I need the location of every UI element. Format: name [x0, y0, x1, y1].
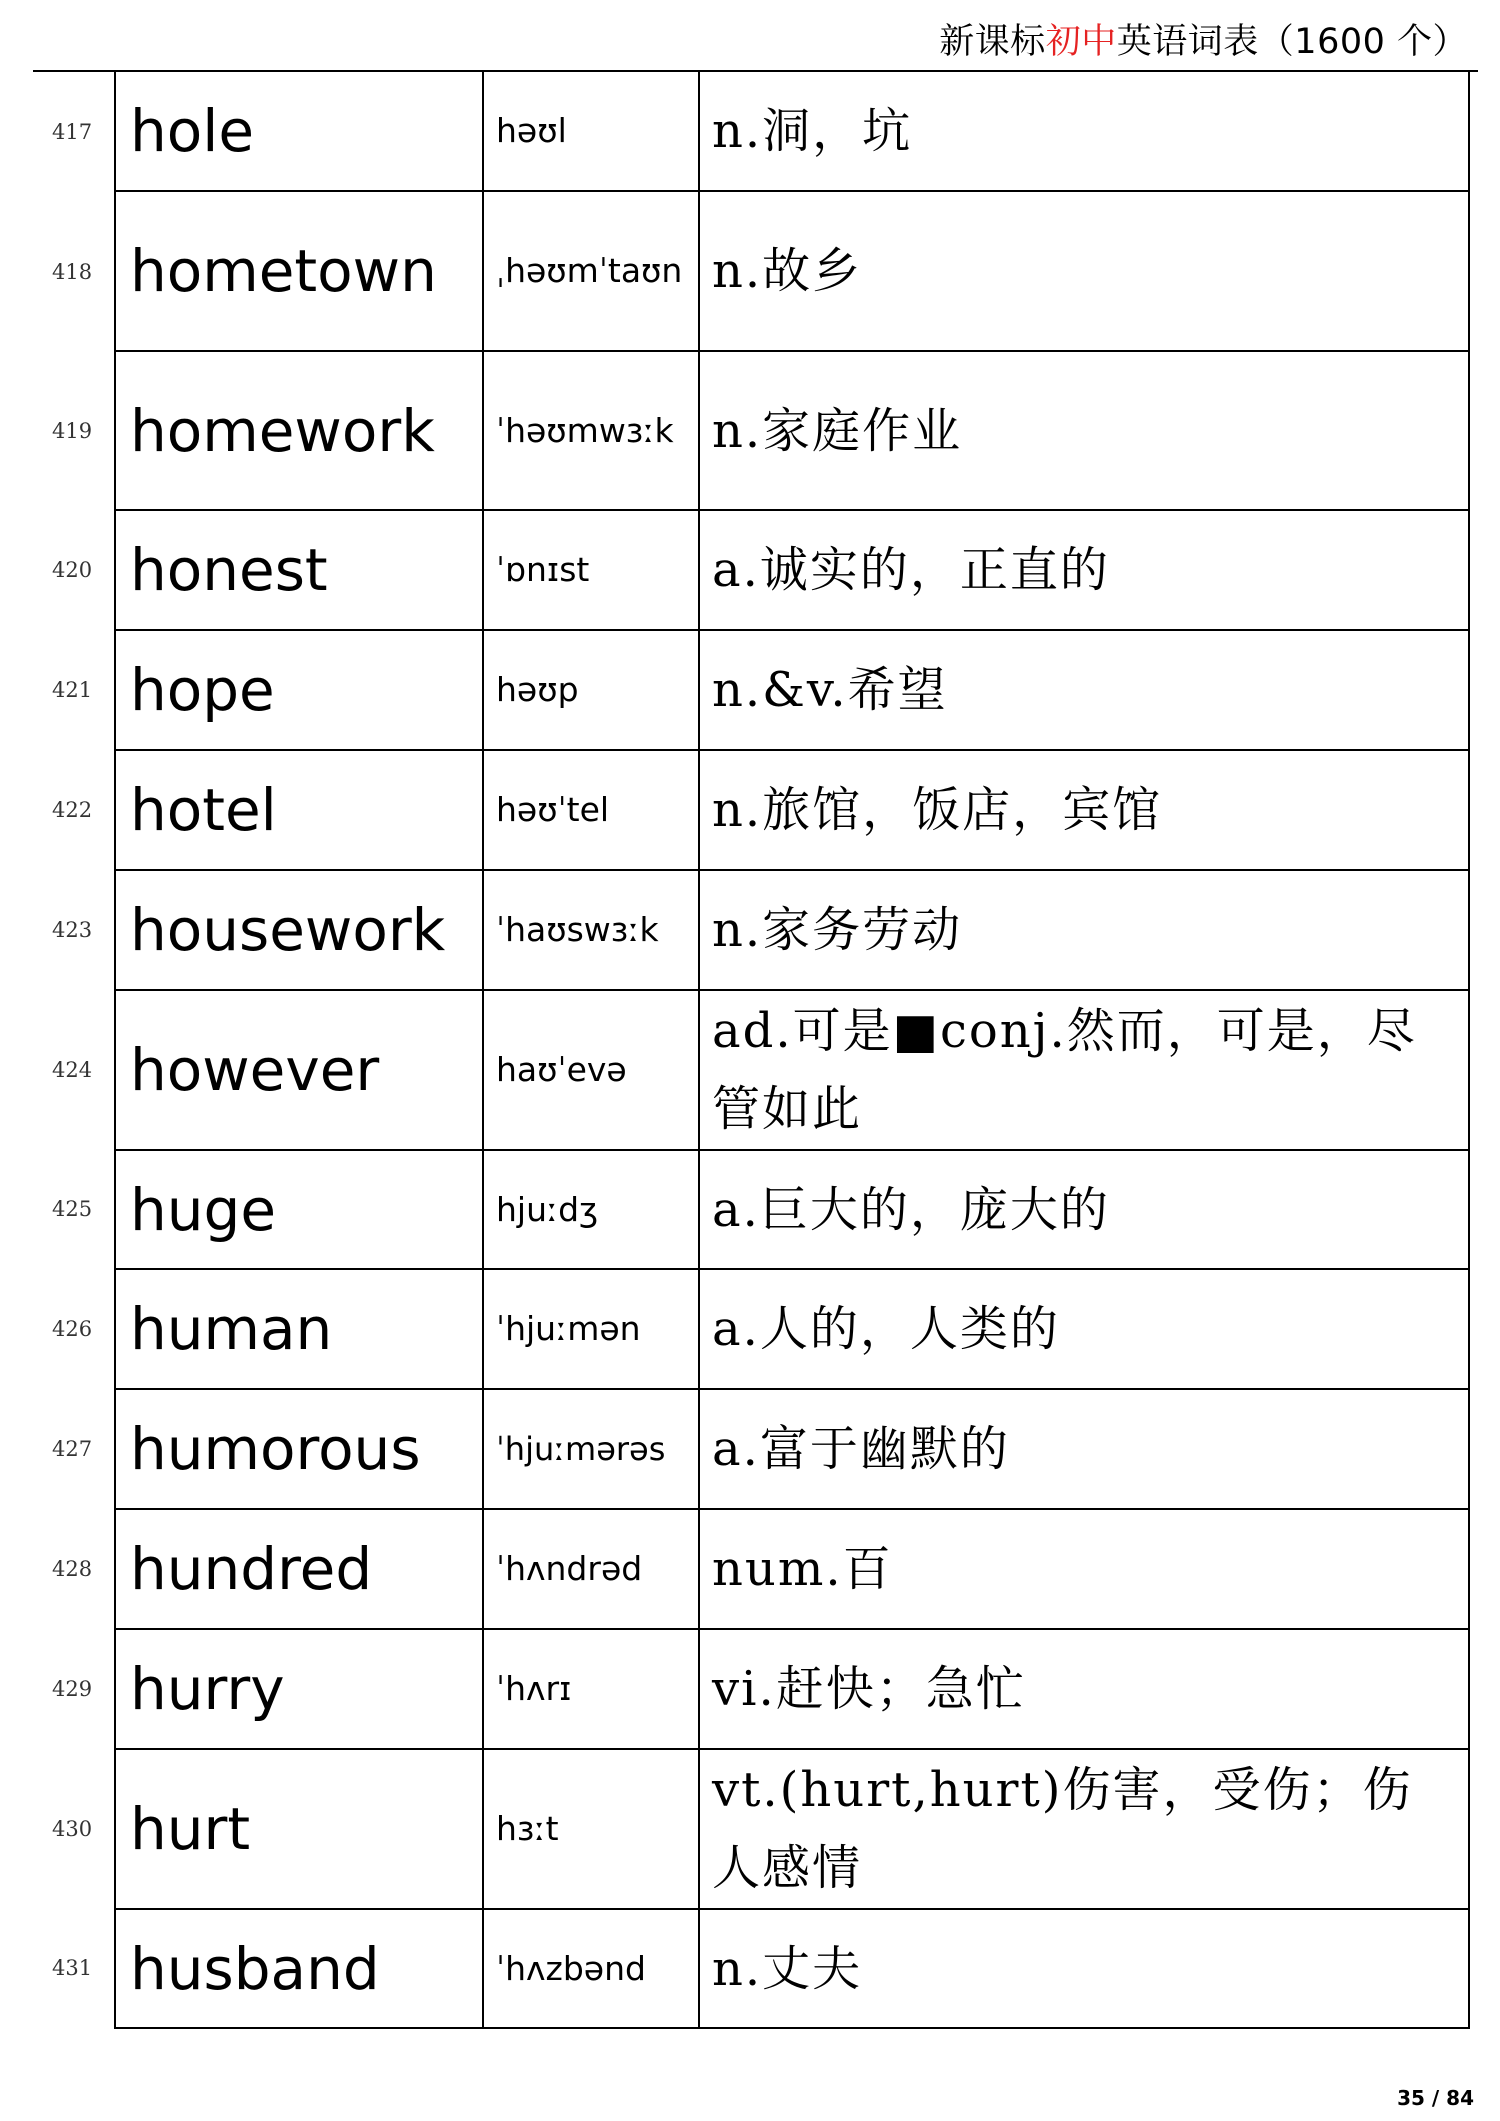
- meaning-text: vi.赶快；急忙: [712, 1661, 1026, 1717]
- meaning-cell: [699, 1629, 1469, 1749]
- word-text: hotel: [130, 776, 277, 844]
- row-number: 428: [52, 1557, 93, 1581]
- meaning-cell: [699, 1150, 1469, 1269]
- meaning-text: a.诚实的，正直的: [712, 542, 1110, 598]
- table-row: [115, 630, 1469, 750]
- meaning-text: n.故乡: [712, 243, 863, 299]
- word-cell: [115, 750, 483, 870]
- row-number: 417: [52, 120, 93, 144]
- meaning-cell: [699, 351, 1469, 510]
- row-number: 430: [52, 1817, 93, 1841]
- word-text: hurry: [130, 1655, 285, 1723]
- phonetic-cell: [483, 1749, 699, 1909]
- word-cell: [115, 1150, 483, 1269]
- meaning-cell: [699, 1749, 1469, 1909]
- word-text: homework: [130, 396, 435, 465]
- meaning-cell: [699, 1269, 1469, 1389]
- word-text: hole: [130, 97, 255, 165]
- word-cell: [115, 1269, 483, 1389]
- row-number: 418: [52, 260, 93, 284]
- phonetic-text: ˈhaʊswɜːk: [496, 910, 659, 949]
- phonetic-cell: [483, 1509, 699, 1629]
- meaning-cell: [699, 71, 1469, 191]
- row-number: 424: [52, 1058, 93, 1082]
- word-cell: [115, 351, 483, 510]
- row-number: 421: [52, 678, 93, 702]
- word-text: hurt: [130, 1795, 251, 1863]
- phonetic-cell: [483, 1389, 699, 1509]
- word-cell: [115, 630, 483, 750]
- table-row: [115, 1150, 1469, 1269]
- phonetic-cell: [483, 1269, 699, 1389]
- phonetic-text: həʊˈtel: [496, 790, 610, 829]
- word-text: huge: [130, 1175, 277, 1244]
- word-text: human: [130, 1295, 333, 1363]
- row-number: 427: [52, 1437, 93, 1461]
- phonetic-text: ˌhəʊmˈtaʊn: [496, 251, 683, 290]
- word-cell: [115, 870, 483, 990]
- word-cell: [115, 1749, 483, 1909]
- word-cell: [115, 1389, 483, 1509]
- phonetic-text: ˈhjuːmərəs: [496, 1430, 666, 1468]
- meaning-text: n.洞，坑: [712, 103, 913, 159]
- phonetic-text: həʊp: [496, 670, 579, 709]
- vocabulary-table: [114, 70, 1470, 2029]
- meaning-text: a.巨大的，庞大的: [712, 1181, 1110, 1238]
- phonetic-text: hɜːt: [496, 1809, 559, 1848]
- meaning-text: n.家务劳动: [712, 902, 963, 958]
- table-row: [115, 71, 1469, 191]
- meaning-text: a.人的，人类的: [712, 1301, 1060, 1357]
- meaning-cell: [699, 1389, 1469, 1509]
- table-row: [115, 1909, 1469, 2028]
- page-header: [33, 0, 1478, 72]
- table-row: [115, 1749, 1469, 1909]
- row-number: 420: [52, 558, 93, 582]
- phonetic-cell: [483, 510, 699, 630]
- phonetic-cell: [483, 71, 699, 191]
- header-title-part2: 英语词表（1600 个）: [1116, 22, 1468, 62]
- word-cell: [115, 510, 483, 630]
- phonetic-cell: [483, 870, 699, 990]
- word-cell: [115, 1629, 483, 1749]
- phonetic-text: hjuːdʒ: [496, 1189, 599, 1229]
- meaning-text: n.旅馆，饭店，宾馆: [712, 782, 1163, 838]
- phonetic-cell: [483, 191, 699, 351]
- phonetic-text: həʊl: [496, 111, 567, 150]
- meaning-cell: [699, 630, 1469, 750]
- row-number: 422: [52, 798, 93, 822]
- word-cell: [115, 990, 483, 1150]
- table-row: [115, 351, 1469, 510]
- phonetic-cell: [483, 1629, 699, 1749]
- row-number: 419: [52, 419, 93, 443]
- phonetic-text: ˈhʌndrəd: [496, 1549, 643, 1588]
- meaning-cell: [699, 870, 1469, 990]
- table-row: [115, 510, 1469, 630]
- table-row: [115, 1269, 1469, 1389]
- meaning-text: ad.可是■conj.然而，可是，尽管如此: [712, 1003, 1417, 1137]
- phonetic-text: ˈhʌzbənd: [496, 1948, 646, 1988]
- word-cell: [115, 191, 483, 351]
- phonetic-text: ˈhjuːmən: [496, 1309, 641, 1348]
- meaning-text: n.丈夫: [712, 1940, 863, 1997]
- word-cell: [115, 1909, 483, 2028]
- table-row: [115, 1629, 1469, 1749]
- meaning-text: a.富于幽默的: [712, 1421, 1010, 1477]
- word-text: however: [130, 1036, 380, 1104]
- header-title-part1: 新课标: [939, 22, 1046, 62]
- table-row: [115, 191, 1469, 351]
- row-number: 431: [52, 1956, 93, 1980]
- meaning-text: n.家庭作业: [712, 402, 963, 459]
- phonetic-cell: [483, 1150, 699, 1269]
- meaning-cell: [699, 191, 1469, 351]
- word-text: hope: [130, 656, 275, 724]
- word-text: honest: [130, 536, 328, 604]
- row-number-column: [0, 0, 114, 2121]
- phonetic-cell: [483, 630, 699, 750]
- phonetic-text: ˈhəʊmwɜːk: [496, 410, 674, 450]
- word-text: husband: [130, 1934, 380, 2003]
- meaning-text: vt.(hurt,hurt)伤害，受伤；伤人感情: [712, 1762, 1413, 1896]
- phonetic-text: ˈhʌrɪ: [496, 1669, 572, 1708]
- phonetic-cell: [483, 990, 699, 1150]
- word-text: hometown: [130, 237, 437, 305]
- meaning-cell: [699, 990, 1469, 1150]
- meaning-cell: [699, 510, 1469, 630]
- meaning-text: num.百: [712, 1541, 893, 1597]
- header-title-highlight: 初中: [1045, 22, 1117, 62]
- phonetic-cell: [483, 1909, 699, 2028]
- phonetic-text: ˈɒnɪst: [496, 550, 590, 589]
- meaning-text: n.&v.希望: [712, 662, 948, 718]
- meaning-cell: [699, 1509, 1469, 1629]
- phonetic-cell: [483, 750, 699, 870]
- phonetic-cell: [483, 351, 699, 510]
- page-number: 35 / 84: [1397, 2086, 1474, 2110]
- word-cell: [115, 71, 483, 191]
- header-title: [939, 14, 1468, 64]
- table-row: [115, 870, 1469, 990]
- row-number: 426: [52, 1317, 93, 1341]
- row-number: 425: [52, 1197, 93, 1221]
- phonetic-text: haʊˈevə: [496, 1050, 627, 1089]
- table-row: [115, 1509, 1469, 1629]
- table-row: [115, 990, 1469, 1150]
- table-row: [115, 750, 1469, 870]
- row-number: 429: [52, 1677, 93, 1701]
- word-text: housework: [130, 896, 446, 964]
- meaning-cell: [699, 750, 1469, 870]
- word-text: humorous: [130, 1415, 421, 1483]
- table-row: [115, 1389, 1469, 1509]
- word-text: hundred: [130, 1535, 373, 1603]
- row-number: 423: [52, 918, 93, 942]
- meaning-cell: [699, 1909, 1469, 2028]
- word-cell: [115, 1509, 483, 1629]
